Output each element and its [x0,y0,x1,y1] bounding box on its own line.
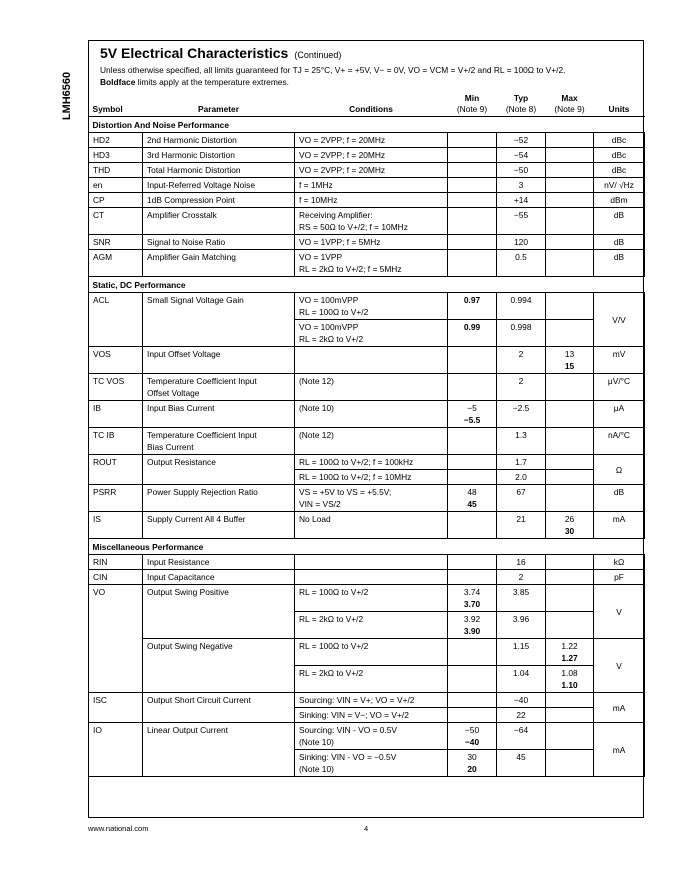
section-row [89,277,645,293]
cell-typ: 0.5 [497,250,546,277]
title-note: (Continued) [294,50,342,60]
col-conditions: Conditions [349,104,393,114]
cond-line: Sinking: VIN - VO = −0.5V [299,752,397,762]
min-value-bold: −5.5 [463,415,481,425]
table-row [89,555,645,570]
cell-param: Linear Output Current [143,723,295,777]
cell-typ: 120 [497,235,546,250]
cell-units: Ω [594,455,645,485]
page-number: 4 [364,824,369,833]
param-line: Bias Current [147,442,194,452]
cell-typ: −64 [497,723,546,750]
cell-symbol: VOS [89,347,143,374]
subtitle-line2 [100,76,640,88]
table-row [89,639,645,666]
cell-typ: −54 [497,148,546,163]
min-value: 3.92 [463,614,481,624]
cell-symbol: TC IB [89,428,143,455]
subtitle-bold: Boldface [100,77,136,87]
cell-param: Signal to Noise Ratio [143,235,295,250]
table-row [89,428,645,455]
cell-typ: 22 [497,708,546,723]
cell-min [448,612,497,639]
table-row [89,455,645,470]
min-value-bold: 20 [467,764,477,774]
min-value: −50 [464,725,480,735]
cell-min [448,401,497,428]
max-value: 1.08 [561,668,578,678]
cell-param: Input Resistance [143,555,295,570]
cell-typ: 3.85 [497,585,546,612]
cell-typ: 16 [497,555,546,570]
cell-param: Input Offset Voltage [143,347,295,374]
min-value-bold: 3.90 [463,626,481,636]
cell-symbol: SNR [89,235,143,250]
cell-param [143,374,295,401]
cell-min [448,585,497,612]
cell-units: dB [594,250,645,277]
table-row [89,163,645,178]
cell-param: Power Supply Rejection Ratio [143,485,295,512]
cond-line: RS = 50Ω to V+/2; f = 10MHz [299,222,408,232]
cell-typ: 2 [497,374,546,401]
min-value: 30 [467,752,477,762]
max-value-bold: 1.27 [561,653,578,663]
cell-cond: RL = 100Ω to V+/2 [295,639,448,666]
cell-cond: RL = 100Ω to V+/2; f = 10MHz [295,470,448,485]
cell-cond [295,485,448,512]
cond-line: VIN = VS/2 [299,499,341,509]
cell-symbol: THD [89,163,143,178]
cond-line: Sourcing: VIN - VO = 0.5V [299,725,397,735]
header-row [89,88,645,117]
cell-units: dBm [594,193,645,208]
cell-param: Input Capacitance [143,570,295,585]
cond-line: (Note 10) [299,737,334,747]
col-max-label: Max [561,93,578,103]
cell-max [546,512,594,539]
cell-cond: VO = 2VPP; f = 20MHz [295,133,448,148]
cell-units: nA/°C [594,428,645,455]
cell-typ: 1.15 [497,639,546,666]
table-row [89,178,645,193]
table-row [89,235,645,250]
cell-param: Total Harmonic Distortion [143,163,295,178]
cell-typ: 3 [497,178,546,193]
table-row [89,512,645,539]
table-row [89,401,645,428]
cell-symbol: ISC [89,693,143,723]
cell-symbol: en [89,178,143,193]
cell-cond: (Note 10) [295,401,448,428]
cond-line: VO = 100mVPP [299,322,359,332]
cell-param: Output Swing Positive [143,585,295,639]
table-row [89,347,645,374]
col-typ [497,88,546,117]
cell-min [448,485,497,512]
cell-units: V/V [594,293,645,347]
table-row [89,148,645,163]
col-min-label: Min [464,93,480,103]
cell-units: pF [594,570,645,585]
cell-typ: 45 [497,750,546,777]
cell-cond [295,208,448,235]
cell-cond: f = 1MHz [295,178,448,193]
param-line: Temperature Coefficient Input [147,430,257,440]
col-parameter: Parameter [198,104,239,114]
cell-symbol: AGM [89,250,143,277]
cell-param: 3rd Harmonic Distortion [143,148,295,163]
cell-typ: −2.5 [497,401,546,428]
cell-cond: RL = 100Ω to V+/2; f = 100kHz [295,455,448,470]
cell-units: mA [594,512,645,539]
cell-typ: 2.0 [497,470,546,485]
cell-typ: −50 [497,163,546,178]
cell-units: dBc [594,163,645,178]
min-value: 48 [467,487,477,497]
cell-symbol: VO [89,585,143,693]
cell-typ: 0.994 [497,293,546,320]
cell-param: Input Bias Current [143,401,295,428]
col-max [546,88,594,117]
cell-units: μA [594,401,645,428]
col-typ-note: (Note 8) [505,104,537,114]
cell-units: V [594,639,645,693]
cell-symbol: CIN [89,570,143,585]
min-value-bold: −40 [464,737,480,747]
cell-min: 0.97 [448,293,497,320]
max-value: 26 [564,514,575,524]
table-row [89,293,645,320]
min-value: −5 [467,403,477,413]
cell-typ: 1.7 [497,455,546,470]
electrical-table [88,88,645,777]
cell-units: mA [594,723,645,777]
cell-max [546,347,594,374]
cell-min [448,750,497,777]
cell-cond: RL = 2kΩ to V+/2 [295,612,448,639]
cell-max [546,639,594,666]
cell-typ: 1.04 [497,666,546,693]
table-row [89,570,645,585]
cell-typ: +14 [497,193,546,208]
cell-cond [295,750,448,777]
table-row [89,250,645,277]
cell-typ: 2 [497,570,546,585]
subtitle [100,64,640,88]
col-units: Units [608,104,630,114]
cell-typ: −40 [497,693,546,708]
cell-cond: (Note 12) [295,428,448,455]
cell-param: Amplifier Crosstalk [143,208,295,235]
cell-symbol: HD3 [89,148,143,163]
cell-symbol: CT [89,208,143,235]
cell-units: V [594,585,645,639]
cond-line: RL = 2kΩ to V+/2 [299,334,364,344]
title-text: 5V Electrical Characteristics [100,45,289,61]
cell-cond: VO = 2VPP; f = 20MHz [295,163,448,178]
param-line: Temperature Coefficient Input [147,376,257,386]
cell-param: Small Signal Voltage Gain [143,293,295,347]
cell-units: mA [594,693,645,723]
max-value-bold: 1.10 [561,680,578,690]
cell-min [448,723,497,750]
cell-param: 1dB Compression Point [143,193,295,208]
col-typ-label: Typ [513,93,529,103]
cell-param: Output Resistance [143,455,295,485]
cell-symbol: IO [89,723,143,777]
cell-symbol: CP [89,193,143,208]
cell-cond: RL = 2kΩ to V+/2 [295,666,448,693]
cell-typ: 0.998 [497,320,546,347]
cell-typ: −52 [497,133,546,148]
subtitle-line1: Unless otherwise specified, all limits guaranteed for TJ = 25°C, V+ = +5V, V− = 0V, VO = VCM = V+/2 and RL = 100Ω to V+/2. [100,65,566,75]
cell-units: dB [594,235,645,250]
cond-line: VO = 100mVPP [299,295,359,305]
table-row [89,485,645,512]
max-value-bold: 15 [564,361,575,371]
cell-units: dB [594,208,645,235]
table-row [89,723,645,750]
footer-url[interactable]: www.national.com [88,824,149,833]
section-misc: Miscellaneous Performance [89,539,645,555]
col-min [448,88,497,117]
cond-line: RL = 100Ω to V+/2 [299,307,369,317]
cell-cond [295,250,448,277]
cell-cond: Sourcing: VIN = V+; VO = V+/2 [295,693,448,708]
cell-cond: (Note 12) [295,374,448,401]
min-value: 3.74 [463,587,481,597]
cond-line: VS = +5V to VS = +5.5V; [299,487,392,497]
cell-symbol: TC VOS [89,374,143,401]
max-value: 1.22 [561,641,578,651]
cell-symbol: RIN [89,555,143,570]
cell-cond: f = 10MHz [295,193,448,208]
cond-line: VO = 1VPP [299,252,343,262]
part-number: LMH6560 [61,71,73,121]
section-row [89,117,645,133]
cell-units: dBc [594,133,645,148]
cell-symbol: ACL [89,293,143,347]
cell-min: 0.99 [448,320,497,347]
section-static: Static, DC Performance [89,277,645,293]
cell-units: mV [594,347,645,374]
part-number-sidebar [56,38,82,158]
cell-typ: 2 [497,347,546,374]
cell-symbol: HD2 [89,133,143,148]
cell-param: Amplifier Gain Matching [143,250,295,277]
table-row [89,193,645,208]
section-row [89,539,645,555]
col-max-note: (Note 9) [554,104,585,114]
table-row [89,208,645,235]
cell-symbol: PSRR [89,485,143,512]
cell-param [143,428,295,455]
cell-typ: 21 [497,512,546,539]
max-value-bold: 30 [564,526,575,536]
table-row [89,693,645,708]
cell-units: μV/°C [594,374,645,401]
max-value: 13 [564,349,575,359]
cell-cond [295,723,448,750]
cell-max [546,666,594,693]
page-title [100,45,341,61]
cell-cond [295,293,448,320]
cell-param: Output Short Circuit Current [143,693,295,723]
param-line: Offset Voltage [147,388,200,398]
cell-units: dB [594,485,645,512]
cond-line: Receiving Amplifier: [299,210,373,220]
cell-symbol: IS [89,512,143,539]
cell-cond: VO = 2VPP; f = 20MHz [295,148,448,163]
cell-units: kΩ [594,555,645,570]
cell-param: Output Swing Negative [143,639,295,693]
table-row [89,133,645,148]
col-min-note: (Note 9) [456,104,488,114]
cell-units: nV/ √Hz [594,178,645,193]
cond-line: RL = 2kΩ to V+/2; f = 5MHz [299,264,402,274]
cell-cond: VO = 1VPP; f = 5MHz [295,235,448,250]
cell-cond: RL = 100Ω to V+/2 [295,585,448,612]
cell-param: Input-Referred Voltage Noise [143,178,295,193]
cell-cond [295,320,448,347]
cell-typ: 1.3 [497,428,546,455]
table-row [89,585,645,612]
cell-typ: 67 [497,485,546,512]
cell-param: 2nd Harmonic Distortion [143,133,295,148]
table-row [89,374,645,401]
cell-units: dBc [594,148,645,163]
cell-param: Supply Current All 4 Buffer [143,512,295,539]
cell-typ: −55 [497,208,546,235]
min-value-bold: 45 [467,499,477,509]
cell-cond: Sinking: VIN = V−; VO = V+/2 [295,708,448,723]
col-symbol: Symbol [92,104,123,114]
cell-cond: No Load [295,512,448,539]
cell-symbol: ROUT [89,455,143,485]
min-value-bold: 3.70 [463,599,481,609]
cond-line: (Note 10) [299,764,334,774]
subtitle-rest: limits apply at the temperature extremes. [135,77,289,87]
cell-symbol: IB [89,401,143,428]
cell-typ: 3.96 [497,612,546,639]
section-distortion: Distortion And Noise Performance [89,117,645,133]
